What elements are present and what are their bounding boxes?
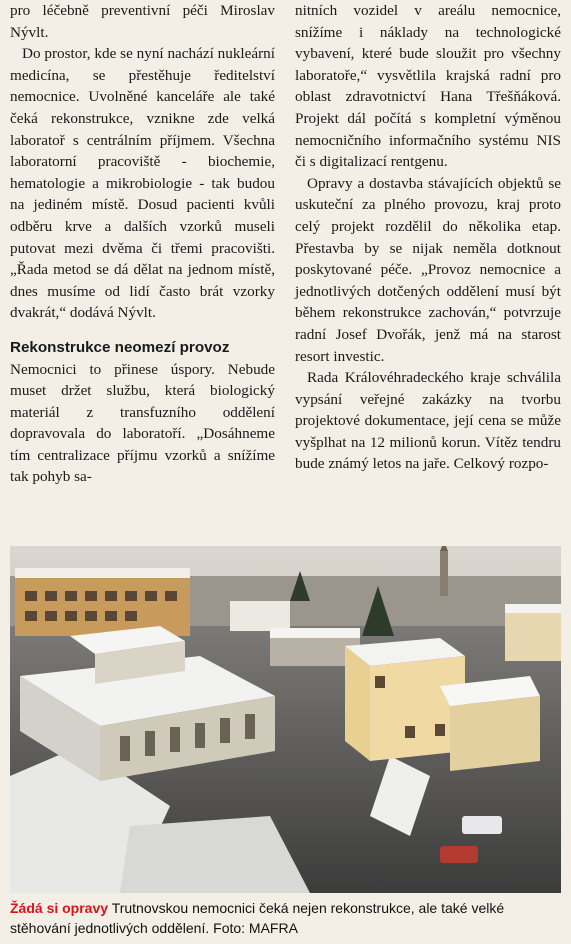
article-column-left (10, 0, 275, 488)
photo-credit: Foto: MAFRA (213, 920, 298, 936)
paragraph: Do prostor, kde se nyní nachází nukleární medicína, se přestěhuje ředitelství nemocnice. Uvolněné kanceláře ale také čeká rekonstrukce, vznikne zde velká laboratoř s centrálním příjmem. Všechna laboratorní pracoviště - biochemie, hematologie a mikrobiologie - tak budou na jediném místě. Dosud pacienti kvůli odběru krve a dalších vzorků museli putovat mezi dvěma či třemi pracovišti. „Řada metod se dá dělat na jednom místě, dnes musíme od lidí často brát vzorky dvakrát,“ dodává Nývlt. (10, 45, 275, 322)
hospital-aerial-photo (10, 546, 561, 893)
subheading: Rekonstrukce neomezí provoz (10, 338, 230, 356)
paragraph: Nemocnici to přinese úspory. Nebude muset držet službu, která biologický materiál z transfuzního oddělení dopravovala do laboratoří. „Dosáhneme tím centralizace příjmu vzorků a snížíme tak pohyb sa- (10, 360, 275, 486)
paragraph: nitních vozidel v areálu nemocnice, snížíme i náklady na technologické vybavení, které bude sloužit pro všechny laboratoře,“ vysvětlila krajská radní pro oblast zdravotnictví Hana Třešňáková. Projekt dál počítá s kompletní výměnou nemocničního informačního systému NIS či s digitalizací rentgenu. (295, 2, 561, 171)
article-column-right (295, 0, 561, 475)
paragraph: pro léčebně preventivní péči Miroslav Nývlt. (10, 2, 275, 41)
paragraph: Rada Královéhradeckého kraje schválila vypsání veřejné zakázky na tvorbu projektové dokumentace, její cena se může vyšplhat na 12 milionů korun. Vítěz tendru bude známý letos na jaře. Celkový rozpo- (295, 369, 561, 473)
paragraph: Opravy a dostavba stávajících objektů se uskuteční za plného provozu, kraj proto celý projekt rozdělil do několika etap. Přestavba by se nijak neměla dotknout poskytované péče. „Provoz nemocnice a jednotlivých dotčených oddělení musí být během rekonstrukce zachován,“ potvrzuje radní Josef Dvořák, jenž má na starost resort investic. (295, 174, 561, 365)
caption-label: Žádá si opravy (10, 900, 109, 916)
caption-text: Trutnovskou nemocnici čeká nejen rekonstrukce, ale také velké stěhování jednotlivých oddělení. (10, 900, 505, 936)
photo-caption (10, 898, 561, 938)
